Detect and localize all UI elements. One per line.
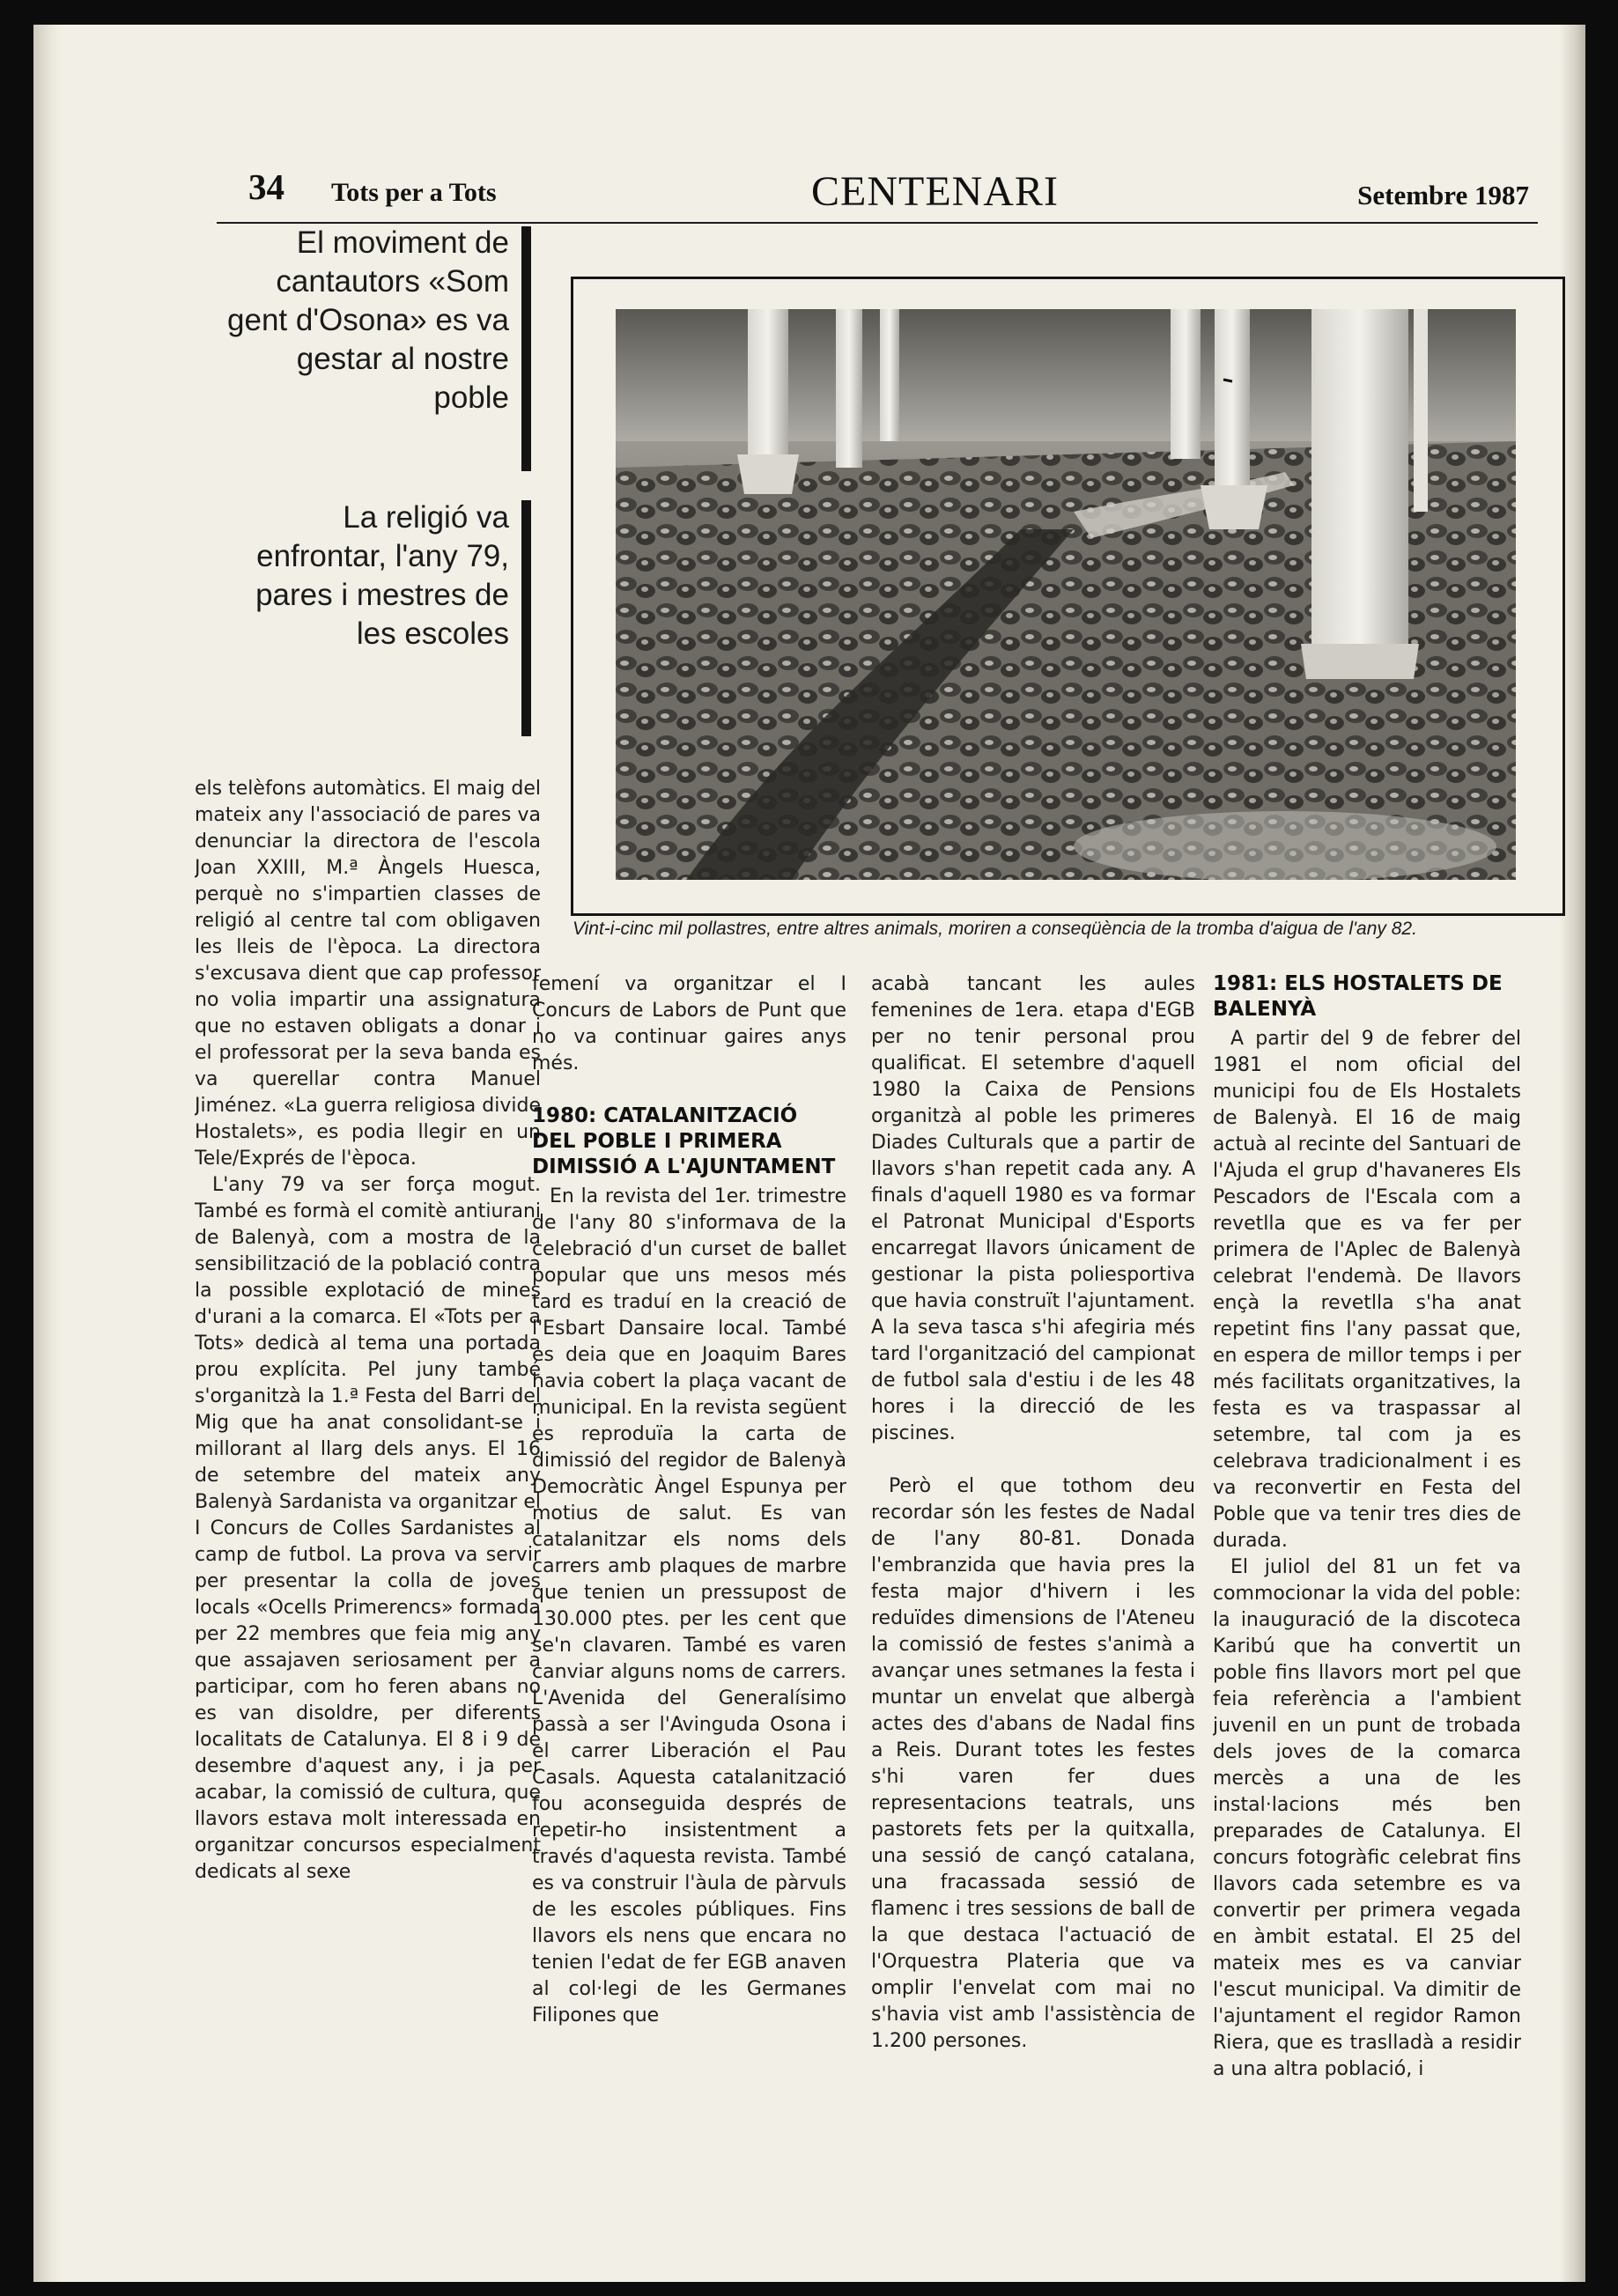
article-column-4 (1213, 971, 1521, 2248)
issue-date: Setembre 1987 (1357, 180, 1529, 210)
paragraph: A partir del 9 de febrer del 1981 el nom oficial del municipi fou de Els Hostalets de Balenyà. El 16 de maig actuà al recinte del Santuari de l'Ajuda el grup d'havaneres Els Pescadors de l'Escala com a revetlla que es va fer per primera de l'Aplec de Balenyà celebrat l'endemà. De llavors ençà la revetlla s'ha anat repetint fins l'any passat que, en espera de millor temps i per més facilitats organitzatives, la festa es va traspassar al setembre, tal com ja es celebrava tradicionalment i es va reconvertir en Festa del Poble que va tenir tres dies de durada. (1213, 1028, 1521, 1552)
paragraph: El juliol del 81 un fet va commocionar la vida del poble: la inauguració de la discoteca Karibú que ha convertit un poble fins llavors mort pel que feia referència a l'ambient juvenil en un punt de trobada dels joves de la comarca mercès a una de les instal·lacions més ben preparades de Catalunya. El concurs fotogràfic celebrat fins llavors cada setembre es va convertir per primera vegada en àmbit estatal. El 25 del mateix mes es va canviar l'escut municipal. Va dimitir de l'ajuntament el regidor Ramon Riera, que es traslladà a residir a una altra població, i (1213, 1556, 1521, 2080)
page-header (217, 146, 1538, 224)
article-column-2 (532, 971, 846, 2248)
pull-quote-bar (521, 226, 531, 471)
paragraph: En la revista del 1er. trimestre de l'any 80 s'informava de la celebració d'un curset de ballet popular que uns mesos més tard es traduí en la creació de l'Esbart Dansaire local. També es deia que en Joaquim Bares havia cobert la plaça vacant de municipal. En la revista següent es reproduïa la carta de dimissió del regidor de Balenyà Democràtic Àngel Espunya per motius de salut. Es van catalanitzar els noms dels carrers amb plaques de marbre que tenien un pressupost de 130.000 ptes. per les cent que se'n clavaren. També es varen canviar alguns noms de carrers. L'Avenida del Generalísimo passà a ser l'Avinguda Osona i el carrer Liberación el Pau Casals. Aquesta catalanització fou aconseguida després de repetir-ho insistentment a través d'aquesta revista. També es va construir l'àula de pàrvuls de les escoles públiques. Fins llavors els nens que encara no tenien l'edat de fer EGB anaven al col·legi de les Germanes Filipones que (532, 1185, 846, 2027)
paragraph: els telèfons automàtics. El maig del mateix any l'associació de pares va denunciar la directora de l'escola Joan XXIII, M.ª Àngels Huesca, perquè no s'impartien classes de religió al centre tal com obligaven les lleis de l'època. La directora s'excusava dient que cap professor no volia impartir una assignatura que no estaven obligats a donar i el professorat per la seva banda es va querellar contra Manuel Jiménez. «La guerra religiosa divide Hostalets», es podia llegir en un Tele/Exprés de l'època. (195, 778, 541, 1170)
publication-name: Tots per a Tots (331, 178, 497, 207)
paragraph: Però el que tothom deu recordar són les festes de Nadal de l'any 80-81. Donada l'embranzida que havia pres la festa major d'hivern i les reduïdes dimensions de l'Ateneu la comissió de festes s'animà a avançar unes setmanes la festa i muntar un envelat que albergà actes des d'abans de Nadal fins a Reis. Durant totes les festes s'hi varen fer dues representacions teatrals, uns pastorets fets per la quitxalla, una sessió de cançó catalana, una fracassada sessió de flamenc i tres sessions de ball de la que destaca l'actuació de l'Orquestra Plateria que va omplir l'envelat com mai no s'havia vist amb l'assistència de 1.200 persones. (871, 1475, 1195, 2052)
photo-caption: Vint-i-cinc mil pollastres, entre altres animals, moriren a conseqüència de la tromba d'aigua de l'any 82. (573, 919, 1417, 939)
photo-frame (571, 277, 1565, 916)
paragraph: L'any 79 va ser força mogut. També es formà el comitè antiurani de Balenyà, com a mostra de la sensibilització de la població contra la possible explotació de mines d'urani a la comarca. El «Tots per a Tots» dedicà al tema una portada prou explícita. Pel juny també s'organitzà la 1.ª Festa del Barri del Mig que ha anat consolidant-se i millorant al llarg dels anys. El 16 de setembre del mateix any Balenyà Sardanista va organitzar el I Concurs de Colles Sardanistes al camp de futbol. La prova va servir per presentar la colla de joves locals «Ocells Primerencs» formada per 22 membres que feia mig any que assajaven seriosament per a participar, com ho feren abans no es van disoldre, per diferents localitats de Catalunya. El 8 i 9 de desembre d'aquest any, i ja per acabar, la comissió de cultura, que llavors estava molt interessada en organitzar concursos especialment dedicats al sexe (195, 1174, 541, 1883)
section-heading-1981: 1981: ELS HOSTALETS DE BALENYÀ (1213, 972, 1503, 1021)
section-title: CENTENARI (811, 168, 1059, 215)
pull-quote-religio: La religió va enfrontar, l'any 79, pares i mestres de les escoles (255, 500, 509, 651)
section-heading-1980: 1980: CATALANITZACIÓ DEL POBLE I PRIMERA DIMISSIÓ A L'AJUNTAMENT (532, 1104, 836, 1178)
paragraph: femení va organitzar el I Concurs de Labors de Punt que no va continuar gaires anys més. (532, 973, 846, 1074)
flood-chickens-photo (616, 309, 1516, 880)
magazine-page (33, 25, 1585, 2282)
article-column-3 (871, 971, 1195, 2248)
pull-quote-bar (521, 500, 531, 736)
paragraph: acabà tancant les aules femenines de 1era. etapa d'EGB per no tenir personal prou qualificat. El setembre d'aquell 1980 la Caixa de Pensions organitzà al poble les primeres Diades Culturals que a partir de llavors s'han repetit cada any. A finals d'aquell 1980 es va formar el Patronat Municipal d'Esports encarregat llavors únicament de gestionar la pista poliesportiva que havia construït l'ajuntament. A la seva tasca s'hi afegiria més tard l'organització del campionat de futbol sala d'estiu i de les 48 hores i la direcció de les piscines. (871, 973, 1195, 1444)
article-column-1 (195, 776, 541, 2255)
page-number: 34 (248, 166, 284, 207)
page-binding-edge (33, 25, 62, 2282)
pull-quote-cantautors: El moviment de cantautors «Som gent d'Osona» es va gestar al nostre poble (227, 225, 509, 415)
